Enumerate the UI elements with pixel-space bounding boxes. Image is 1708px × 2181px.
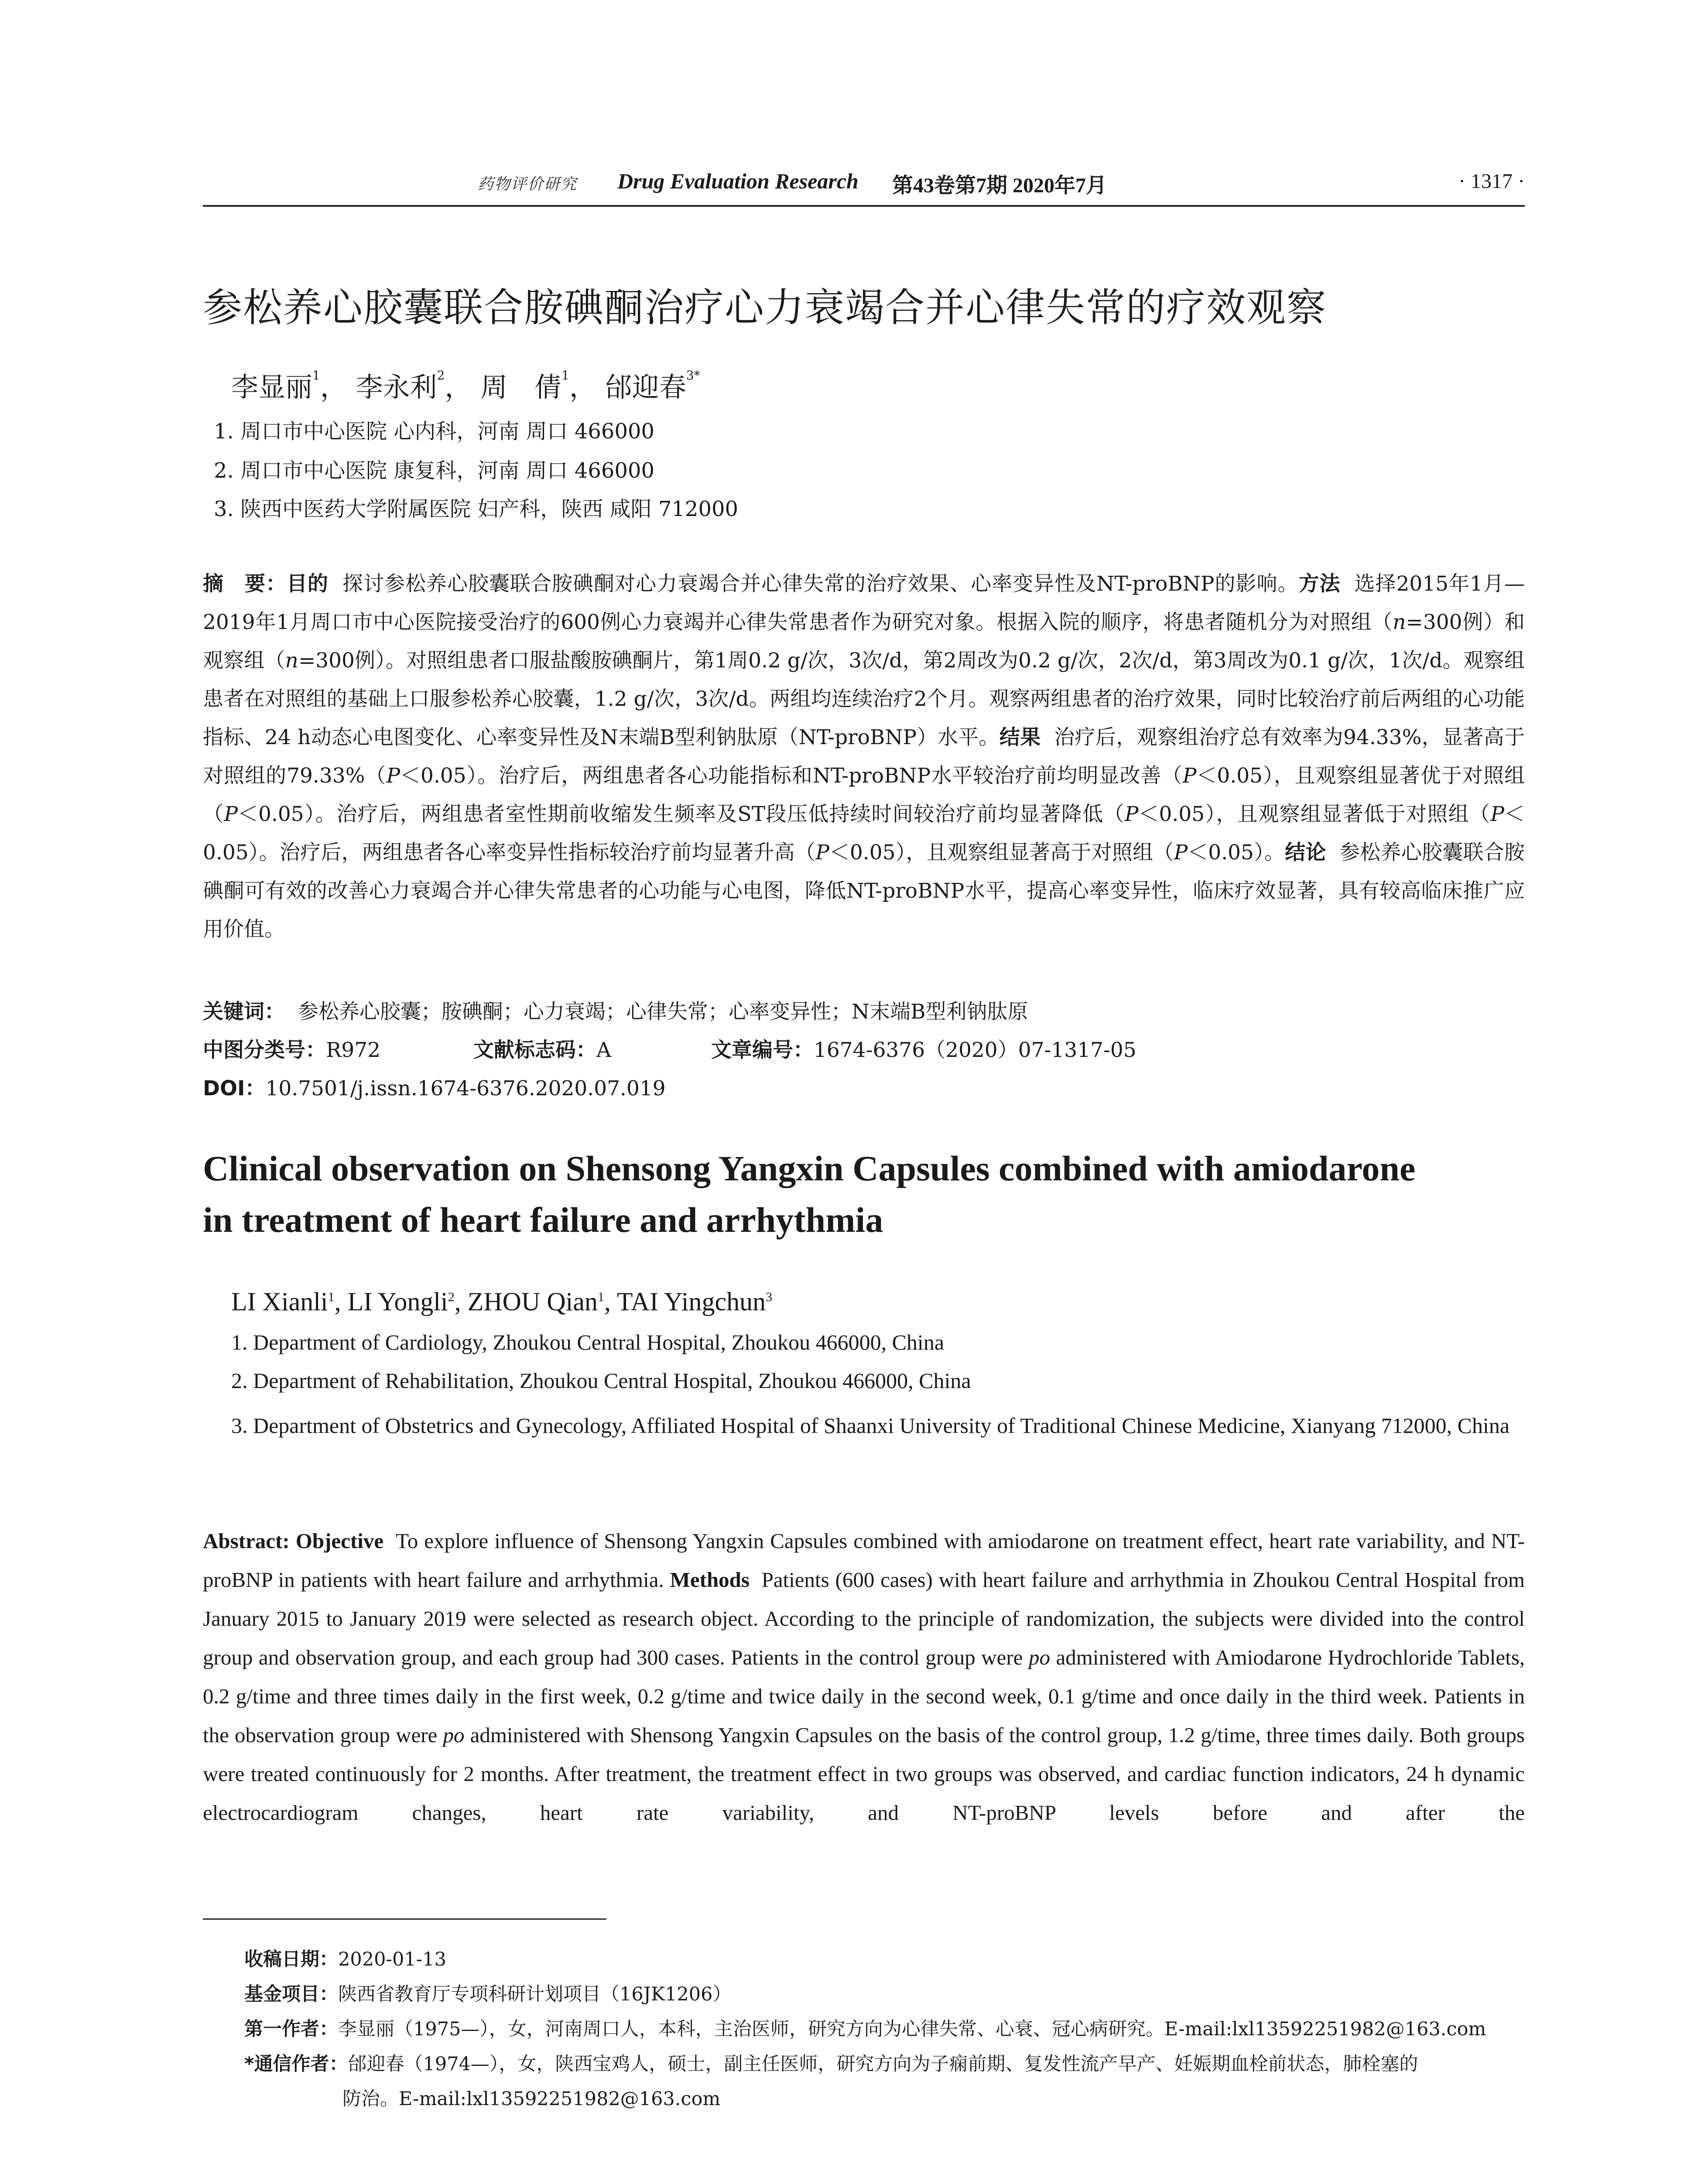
methods-text: =300例）。对照组患者口服盐酸胺碘酮片，第1周0.2 g/次，3次/d，第2周改为0.2 g/次，2次/d，第3周改为0.1 g/次，1次/d。观察组患者在对照组的基础上口服参松养心胶囊，1.2 g/次，3次/d。两组均连续治疗2个月。观察两组患者的治疗效果，同时比较治疗前后两组的心功能指标、24 h动态心电图变化、心率变异性及N末端B型利钠肽原（NT-proBNP）水平。 <box>203 649 1525 749</box>
author-zh: 周 倩 <box>480 371 562 403</box>
author-sep: , <box>454 1287 468 1316</box>
methods-text: =300例）和观察组（ <box>203 610 1525 673</box>
author-sup: 1 <box>328 1290 335 1304</box>
authors-zh <box>231 366 700 404</box>
keywords-text: 参松养心胶囊；胺碘酮；心力衰竭；心律失常；心率变异性；N末端B型利钠肽原 <box>298 1000 1028 1024</box>
affiliation-zh-1: 1. 周口市中心医院 心内科，河南 周口 466000 <box>214 419 655 444</box>
keywords-zh <box>203 995 1028 1025</box>
author-sup: 2 <box>437 368 445 383</box>
affiliation-en-1: 1. Department of Cardiology, Zhoukou Central Hospital, Zhoukou 466000, China <box>231 1330 945 1354</box>
methods-label: Methods <box>670 1568 750 1592</box>
conclusion-text: 参松养心胶囊联合胺碘酮可有效的改善心力衰竭合并心律失常患者的心功能与心电图，降低NT-proBNP水平，提高心率变异性，临床疗效显著，具有较高临床推广应用价值。 <box>203 841 1525 941</box>
methods-text: administered with Shensong Yangxin Capsules on the basis of the control group, 1.2 g/time, three times daily. Both groups were treated continuously for 2 months. After treatment, the treatment effect in two groups was observed, and cardiac function indicators, 24 h dynamic electrocardiogram changes, heart rate variability, and NT-proBNP levels before and after the <box>203 1723 1525 1825</box>
authors-en <box>231 1287 772 1317</box>
affiliation-en-3: 3. Department of Obstetrics and Gynecology, Affiliated Hospital of Shaanxi University of Traditional Chinese Medicine, Xianyang 712000, China <box>231 1413 1510 1438</box>
corresponding-label: *通信作者： <box>244 2053 348 2075</box>
doi-label: DOI： <box>203 1077 266 1101</box>
abstract-zh <box>203 565 1525 949</box>
classification-info <box>203 1034 1525 1063</box>
methods-text: Patients (600 cases) with heart failure and arrhythmia in Zhoukou Central Hospital from January 2015 to January 2019 were selected as research object. According to the principle of randomization, the subjects were divided into the control group and observation group, and each group had 300 cases. Patients in the control group were <box>203 1568 1525 1669</box>
author-zh: 李永利 <box>356 371 437 403</box>
objective-label: Objective <box>295 1529 384 1553</box>
title-en-line1: Clinical observation on Shensong Yangxin Capsules combined with amiodarone <box>203 1149 1416 1188</box>
author-sep: , <box>334 1287 348 1316</box>
abstract-en <box>203 1521 1525 1832</box>
title-en-line2: in treatment of heart failure and arrhythmia <box>203 1200 883 1240</box>
title-en <box>203 1143 1525 1246</box>
results-text: ＜0.05）。治疗后，两组患者室性期前收缩发生频率及ST段压低持续时间较治疗前均显著降低（ <box>238 802 1125 826</box>
first-author-label: 第一作者： <box>244 2018 338 2040</box>
author-sep: ， <box>445 371 472 403</box>
doc-code-label: 文献标志码： <box>473 1038 596 1062</box>
author-zh: 李显丽 <box>231 371 313 403</box>
author-sup: 1 <box>312 368 320 383</box>
author-sup: 1 <box>561 368 569 383</box>
results-text: ＜0.05）。 <box>1188 841 1285 865</box>
footnote-first-author <box>244 2012 1525 2047</box>
article-no-label: 文章编号： <box>711 1038 814 1062</box>
received-label: 收稿日期： <box>244 1949 338 1970</box>
results-text: ＜0.05），且观察组显著低于对照组（ <box>1138 802 1491 826</box>
footnotes <box>244 1942 1525 2116</box>
keywords-label: 关键词： <box>203 1000 285 1024</box>
author-sep: , <box>604 1287 617 1316</box>
po-term: po <box>1028 1645 1050 1669</box>
article-no-value: 1674-6376（2020）07-1317-05 <box>814 1038 1136 1062</box>
p-symbol: P <box>386 764 400 788</box>
results-text: 治疗后，观察组治疗总有效率为94.33%，显著高于对照组的79.33%（ <box>203 725 1525 788</box>
affiliation-en-2: 2. Department of Rehabilitation, Zhoukou Central Hospital, Zhoukou 466000, China <box>231 1368 971 1393</box>
doi-link[interactable]: 10.7501/j.issn.1674-6376.2020.07.019 <box>265 1077 666 1101</box>
n-symbol: n <box>1393 610 1406 634</box>
footnote-corresponding <box>244 2047 1525 2082</box>
methods-label: 方法 <box>1298 572 1341 596</box>
results-text: ＜0.05）。治疗后，两组患者各心功能指标和NT-proBNP水平较治疗前均明显改善（ <box>400 764 1183 788</box>
p-symbol: P <box>1182 764 1197 788</box>
clc-value: R972 <box>326 1038 381 1062</box>
doi-line <box>203 1072 666 1101</box>
methods-text: administered with Amiodarone Hydrochloride Tablets, 0.2 g/time and three times daily in the first week, 0.2 g/time and twice daily in the second week, 0.1 g/time and once daily in the third week. Patients in the observation group were <box>203 1645 1525 1747</box>
fund-text: 陕西省教育厅专项科研计划项目（16JK1206） <box>338 1983 732 2005</box>
p-symbol: P <box>224 802 238 826</box>
results-text: ＜0.05），且观察组显著高于对照组（ <box>829 841 1174 865</box>
author-zh: 邰迎春 <box>605 371 686 403</box>
objective-label: 目的 <box>287 572 329 596</box>
conclusion-label: 结论 <box>1285 841 1326 865</box>
objective-text: To explore influence of Shensong Yangxin Capsules combined with amiodarone on treatment effect, heart rate variability, and NT-proBNP in patients with heart failure and arrhythmia. <box>203 1529 1525 1592</box>
running-header <box>203 168 1525 206</box>
author-sup: 3* <box>686 368 700 383</box>
author-sup: 1 <box>597 1290 604 1304</box>
article-no-field <box>711 1034 1136 1063</box>
p-symbol: P <box>1490 802 1505 826</box>
author-en: TAI Yingchun <box>616 1287 766 1316</box>
doc-code-field <box>473 1034 711 1063</box>
p-symbol: P <box>1174 841 1188 865</box>
po-term: po <box>443 1723 465 1747</box>
received-date: 2020-01-13 <box>338 1949 446 1970</box>
clc-field <box>203 1034 473 1063</box>
abstract-label: Abstract: <box>203 1529 290 1553</box>
abstract-label: 摘 要： <box>203 572 287 596</box>
doc-code-value: A <box>596 1038 611 1062</box>
author-en: LI Yongli <box>347 1287 448 1316</box>
header-rule <box>203 205 1525 207</box>
footnote-rule <box>203 1918 606 1920</box>
first-author-text: 李显丽（1975—），女，河南周口人，本科，主治医师，研究方向为心律失常、心衰、冠心病研究。E-mail:lxl13592251982@163.com <box>338 2018 1486 2040</box>
fund-label: 基金项目： <box>244 1983 338 2005</box>
author-sup: 3 <box>766 1290 773 1304</box>
author-sep: ， <box>569 371 597 403</box>
title-zh: 参松养心胶囊联合胺碘酮治疗心力衰竭合并心律失常的疗效观察 <box>203 285 1327 331</box>
author-en: ZHOU Qian <box>467 1287 598 1316</box>
affiliation-zh-3: 3. 陕西中医药大学附属医院 妇产科，陕西 咸阳 712000 <box>214 497 739 521</box>
results-text: ＜0.05），且观察组显著优于对照组（ <box>203 764 1525 826</box>
footnote-corresponding-cont <box>244 2082 1525 2116</box>
corresponding-text: 邰迎春（1974—），女，陕西宝鸡人，硕士，副主任医师，研究方向为子痫前期、复发性流产早产、妊娠期血栓前状态，肺栓塞的 <box>348 2053 1418 2075</box>
author-sep: ， <box>320 371 347 403</box>
objective-text: 探讨参松养心胶囊联合胺碘酮对心力衰竭合并心律失常的治疗效果、心率变异性及NT-proBNP的影响。 <box>342 572 1299 596</box>
corresponding-text-cont: 防治。E-mail:lxl13592251982@163.com <box>342 2088 721 2110</box>
affiliation-zh-2: 2. 周口市中心医院 康复科，河南 周口 466000 <box>214 458 655 483</box>
p-symbol: P <box>1124 802 1139 826</box>
footnote-received <box>244 1942 1525 1977</box>
results-text: ＜0.05）。治疗后，两组患者各心率变异性指标较治疗前均显著升高（ <box>203 802 1525 865</box>
clc-label: 中图分类号： <box>203 1038 326 1062</box>
author-en: LI Xianli <box>231 1287 328 1316</box>
footnote-fund <box>244 1977 1525 2012</box>
methods-text: 选择2015年1月—2019年1月周口市中心医院接受治疗的600例心力衰竭并心律失常患者作为研究对象。根据入院的顺序，将患者随机分为对照组（ <box>203 572 1525 634</box>
page-number: · 1317 · <box>1458 170 1525 193</box>
issue-info: 第43卷第7期 2020年7月 <box>892 174 1107 197</box>
author-sup: 2 <box>448 1290 455 1304</box>
journal-logo: 药物评价研究 <box>478 175 578 193</box>
journal-name: Drug Evaluation Research <box>617 169 859 193</box>
results-label: 结果 <box>999 725 1041 749</box>
n-symbol: n <box>285 649 298 673</box>
p-symbol: P <box>815 841 829 865</box>
